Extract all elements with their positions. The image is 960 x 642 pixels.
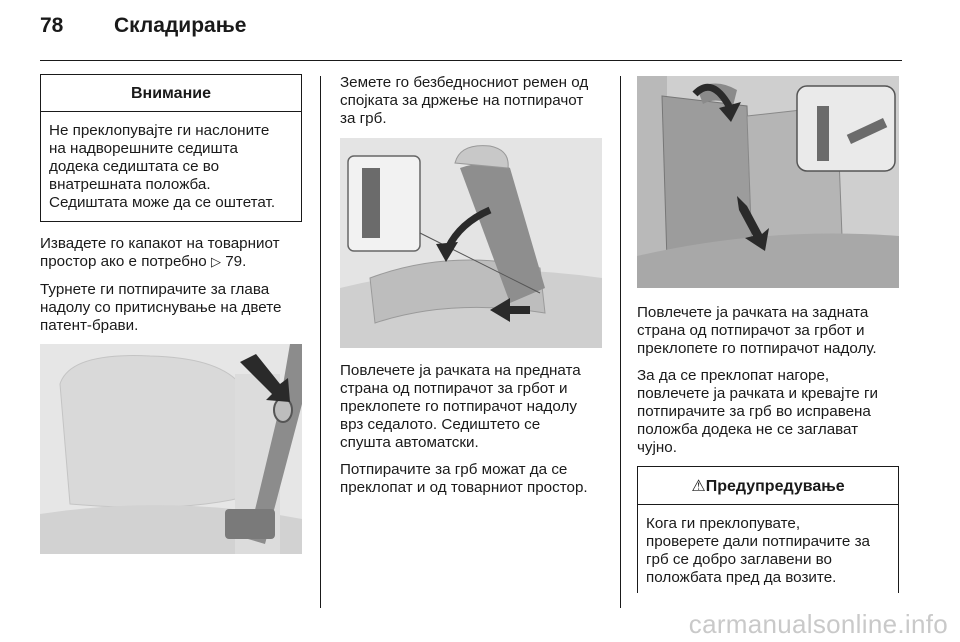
paragraph-fold-rear [637,304,899,358]
caution-line: внатрешната положба. [49,176,211,193]
warning-triangle-icon: ⚠ [691,476,706,495]
warning-line: грб се добро заглавени во [646,551,832,568]
text-line: Повлечете ја рачката на предната [340,362,581,379]
caution-line: на надворешните седишта [49,140,238,157]
caution-line: додека седиштата се во [49,158,220,175]
seat-fold-illustration [340,138,602,348]
paragraph-fold-front [340,362,602,452]
column-3 [637,74,899,593]
text-line: Турнете ги потпирачите за глава [40,281,270,298]
page-header [40,14,246,38]
warning-title-row [638,467,898,505]
column-2 [340,74,602,506]
caution-text [41,112,301,220]
text-line: повлечете ја рачката и кревајте ги [637,385,878,402]
caution-line: Седиштата може да се оштетат. [49,194,276,211]
column-divider-1 [320,76,321,608]
text-line: страна од потпирачот за грбот и [637,322,865,339]
text-line: Земете го безбедносниот ремен од [340,74,589,91]
text-line: преклопете го потпирачот надолу. [637,340,877,357]
caution-box [40,74,302,222]
watermark: carmanualsonline.info [688,609,948,639]
text-line: Повлечете ја рачката на задната [637,304,869,321]
caution-title: Внимание [41,75,301,112]
warning-text [638,505,898,595]
warning-line: Кога ги преклопувате, [646,515,801,532]
text-line: Потпирачите за грб можат да се [340,461,568,478]
paragraph-headrests [40,281,302,335]
text-line: положба додека не се заглават [637,421,859,438]
page-ref-arrow-icon: ▷ [210,255,221,270]
column-divider-2 [620,76,621,608]
warning-line: положбата пред да возите. [646,569,837,586]
text-line: чујно. [637,439,677,456]
text-line: потпирачите за грб во исправена [637,403,871,420]
paragraph-fold-up [637,367,899,457]
text-line: врз седалото. Седиштето се [340,416,541,433]
text-line: патент-брави. [40,317,139,334]
text-line: простор ако е потребно [40,253,211,270]
text-line: преклопат и од товарниот простор. [340,479,588,496]
paragraph-fold-cargo [340,461,602,497]
headrest-photo [40,344,302,554]
header-rule [40,60,902,61]
paragraph-remove-cover [40,235,302,272]
text-line: Извадете го капакот на товарниот [40,235,280,252]
paragraph-seat-belt [340,74,602,128]
headrest-illustration [40,344,302,554]
text-line: спојката за држење на потпирачот [340,92,584,109]
warning-line: проверете дали потпирачите за [646,533,870,550]
text-line: спушта автоматски. [340,434,479,451]
page-number: 78 [40,14,64,37]
text-line: За да се преклопат нагоре, [637,367,830,384]
column-1 [40,74,302,554]
seat-fold-photo [340,138,602,348]
warning-box [637,466,899,593]
page-ref-link[interactable]: 79. [225,253,247,270]
caution-line: Не преклопувајте ги наслоните [49,122,270,139]
cargo-fold-photo [637,76,899,288]
section-title: Складирање [114,14,247,37]
text-line: преклопете го потпирачот надолу [340,398,577,415]
cargo-fold-illustration [637,76,899,288]
text-line: страна од потпирачот за грбот и [340,380,568,397]
text-line: за грб. [340,110,387,127]
warning-title: Предупредување [705,478,845,495]
text-line: надолу со притиснување на двете [40,299,282,316]
